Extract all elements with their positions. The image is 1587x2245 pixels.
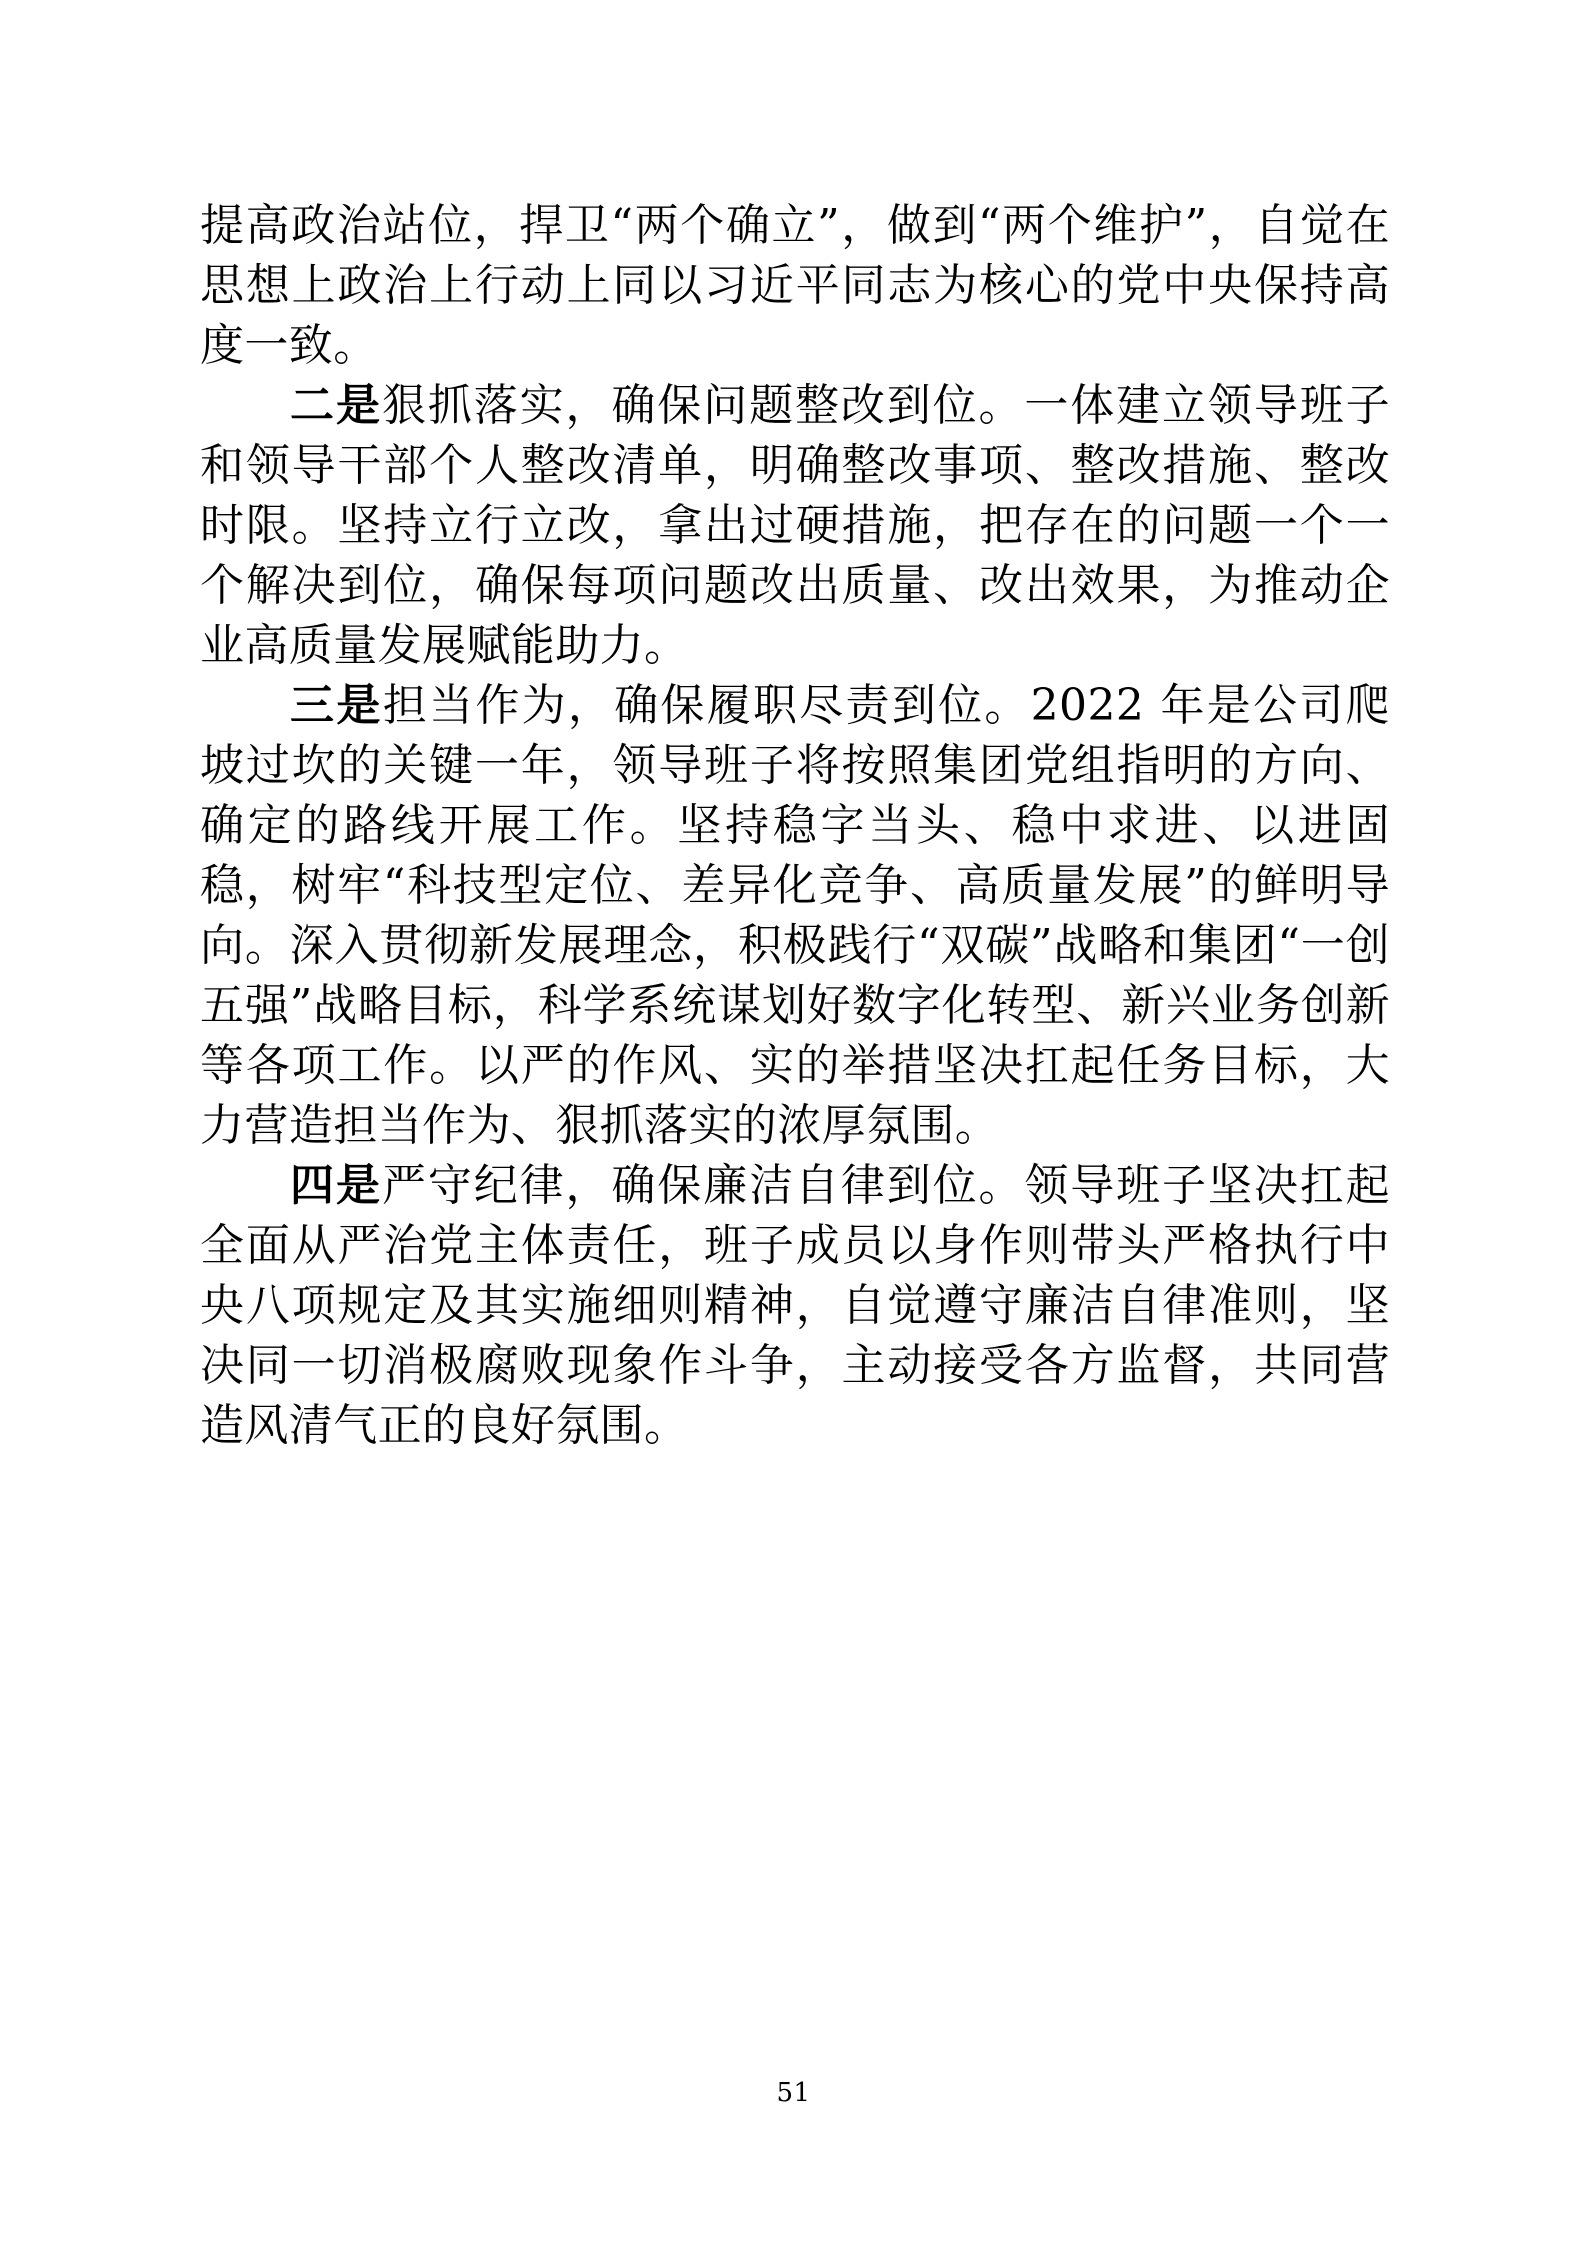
- page-number: 51: [776, 2078, 811, 2108]
- paragraph-item-two: [200, 376, 1390, 676]
- paragraph-text: 提高政治站位，捍卫“两个确立”，做到“两个维护”，自觉在思想上政治上行动上同以习近平同志为核心的党中央保持高度一致。: [200, 200, 1390, 371]
- paragraph-lead-two: 二是: [290, 380, 382, 431]
- paragraph-text: 担当作为，确保履职尽责到位。2022 年是公司爬坡过坎的关键一年，领导班子将按照集团党组指明的方向、确定的路线开展工作。坚持稳字当头、稳中求进、以进固稳，树牢“科技型定位、差异化竞争、高质量发展”的鲜明导向。深入贯彻新发展理念，积极践行“双碳”战略和集团“一创五强”战略目标，科学系统谋划好数字化转型、新兴业务创新等各项工作。以严的作风、实的举措坚决扛起任务目标，大力营造担当作为、狠抓落实的浓厚氛围。: [200, 680, 1391, 1151]
- paragraph-lead-three: 三是: [290, 680, 383, 731]
- paragraph-lead-four: 四是: [290, 1160, 382, 1211]
- paragraph-text: 狠抓落实，确保问题整改到位。一体建立领导班子和领导干部个人整改清单，明确整改事项、整改措施、整改时限。坚持立行立改，拿出过硬措施，把存在的问题一个一个解决到位，确保每项问题改出质量、改出效果，为推动企业高质量发展赋能助力。: [200, 380, 1390, 671]
- paragraph-continuation: [200, 196, 1390, 376]
- paragraph-text: 严守纪律，确保廉洁自律到位。领导班子坚决扛起全面从严治党主体责任，班子成员以身作则带头严格执行中央八项规定及其实施细则精神，自觉遵守廉洁自律准则，坚决同一切消极腐败现象作斗争，主动接受各方监督，共同营造风清气正的良好氛围。: [200, 1160, 1390, 1451]
- paragraph-item-four: [200, 1156, 1390, 1456]
- document-body: [200, 196, 1390, 1456]
- paragraph-item-three: [200, 676, 1390, 1156]
